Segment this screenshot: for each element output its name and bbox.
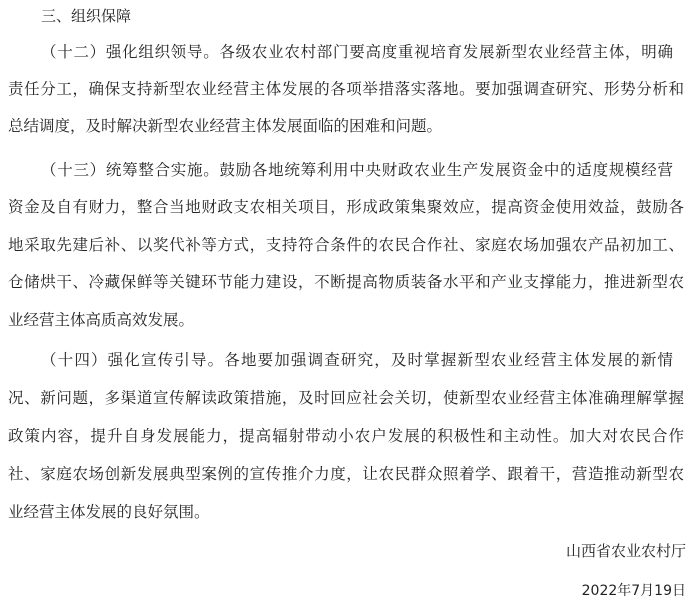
signature-date: 2022年7月19日 <box>581 583 686 599</box>
paragraph-line: 责任分工，确保支持新型农业经营主体发展的各项举措落实落地。要加强调查研究、形势分析和 <box>8 80 684 98</box>
section-heading: 三、组织保障 <box>41 7 132 25</box>
paragraph-line: 地采取先建后补、以奖代补等方式，支持符合条件的农民合作社、家庭农场加强农产品初加工、 <box>8 236 684 254</box>
paragraph-line: （十二）强化组织领导。各级农业农村部门要高度重视培育发展新型农业经营主体，明确 <box>41 43 673 61</box>
paragraph-line: （十三）统筹整合实施。鼓励各地统筹利用中央财政农业生产发展资金中的适度规模经营 <box>41 161 673 179</box>
paragraph-line: 政策内容，提升自身发展能力，提高辐射带动小农户发展的积极性和主动性。加大对农民合作 <box>8 427 684 445</box>
paragraph-line: 社、家庭农场创新发展典型案例的宣传推介力度，让农民群众照着学、跟着干，营造推动新型农 <box>8 465 684 483</box>
paragraph-line: 况、新问题，多渠道宣传解读政策措施，及时回应社会关切，使新型农业经营主体准确理解掌握 <box>8 389 684 407</box>
signature-organization: 山西省农业农村厅 <box>565 542 686 560</box>
paragraph-line: 资金及自有财力，整合当地财政支农相关项目，形成政策集聚效应，提高资金使用效益，鼓励各 <box>8 198 684 216</box>
paragraph-line: 总结调度，及时解决新型农业经营主体发展面临的困难和问题。 <box>8 117 443 135</box>
paragraph-line: 仓储烘干、冷藏保鲜等关键环节能力建设，不断提高物质装备水平和产业支撑能力，推进新型农 <box>8 273 684 291</box>
paragraph-line: 业经营主体高质高效发展。 <box>8 311 195 329</box>
paragraph-line: （十四）强化宣传引导。各地要加强调查研究，及时掌握新型农业经营主体发展的新情 <box>41 351 673 369</box>
paragraph-line: 业经营主体发展的良好氛围。 <box>8 503 210 521</box>
